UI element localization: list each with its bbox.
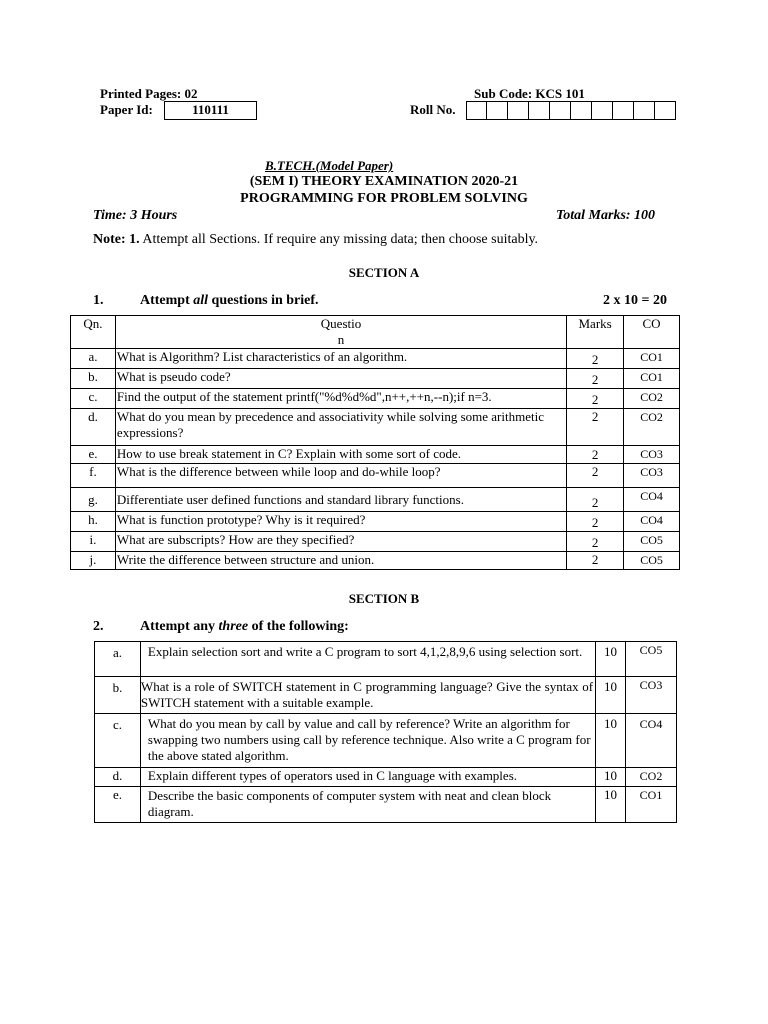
table-row [71,552,680,570]
header-question-l1: Questio [320,316,362,331]
instruction-post: questions in brief. [208,293,319,308]
section-b-qno: 2. [93,619,104,634]
roll-no-box [592,101,613,120]
row-co: CO1 [626,787,677,823]
row-marks: 2 [567,552,624,570]
table-row [71,349,680,369]
note [93,232,538,248]
row-co: CO2 [624,409,680,446]
section-a-marks-scheme: 2 x 10 = 20 [603,293,667,308]
note-label: Note: 1. [93,232,140,247]
row-co: CO3 [624,464,680,488]
exam-title: (SEM I) THEORY EXAMINATION 2020-21 [249,174,519,189]
subject-title: PROGRAMMING FOR PROBLEM SOLVING [240,191,528,206]
table-row [95,642,677,677]
table-row [95,677,677,714]
section-a-heading: SECTION A [348,265,420,280]
section-b-heading: SECTION B [348,591,420,606]
table-row [71,409,680,446]
row-qn: i. [71,532,116,552]
table-row [71,389,680,409]
row-question: Find the output of the statement printf("%d%d%d",n++,++n,--n);if n=3. [115,389,566,409]
row-question: What do you mean by call by value and call by reference? Write an algorithm for swapping two numbers using call by reference technique. Also write a C program for the above stated algorithm. [140,714,595,768]
row-marks: 10 [596,677,626,714]
row-marks: 2 [567,369,624,389]
row-question: What is the difference between while loop and do-while loop? [115,464,566,488]
instruction-em: all [193,293,209,308]
row-qn: d. [95,768,141,787]
printed-pages: Printed Pages: 02 [100,86,198,101]
row-qn: a. [71,349,116,369]
row-marks: 10 [596,714,626,768]
sub-code: Sub Code: KCS 101 [474,86,585,101]
row-question: Explain selection sort and write a C program to sort 4,1,2,8,9,6 using selection sort. [140,642,595,677]
roll-no-box [613,101,634,120]
row-marks: 10 [596,642,626,677]
row-marks: 2 [567,389,624,409]
header-qn: Qn. [71,316,116,349]
instruction-post: of the following: [248,619,349,634]
roll-no-box [529,101,550,120]
note-text: Attempt all Sections. If require any missing data; then choose suitably. [142,232,539,247]
row-question: What is a role of SWITCH statement in C programming language? Give the syntax of SWITCH statement with a suitable example. [140,677,595,714]
roll-no-box [508,101,529,120]
paper-type-title: B.TECH.(Model Paper) [265,158,394,173]
row-question: Explain different types of operators used in C language with examples. [140,768,595,787]
row-marks: 2 [567,488,624,512]
roll-no-box [466,101,487,120]
header-marks: Marks [567,316,624,349]
row-marks: 10 [596,768,626,787]
row-co: CO1 [624,369,680,389]
row-co: CO2 [626,768,677,787]
roll-no-box [487,101,508,120]
row-co: CO5 [624,532,680,552]
instruction-pre: Attempt [140,293,194,308]
paper-id-label: Paper Id: [100,102,153,117]
roll-no-label: Roll No. [410,102,456,117]
row-question: How to use break statement in C? Explain with some sort of code. [115,446,566,464]
roll-no-box [571,101,592,120]
row-marks: 2 [567,532,624,552]
table-row [71,446,680,464]
paper-id-box [164,101,257,120]
row-qn: g. [71,488,116,512]
row-qn: c. [71,389,116,409]
roll-no-box [550,101,571,120]
instruction-pre: Attempt any [140,619,219,634]
row-question: What do you mean by precedence and associativity while solving some arithmetic expressions? [115,409,566,446]
row-question: Describe the basic components of computer system with neat and clean block diagram. [140,787,595,823]
section-a-instruction [140,293,319,309]
row-qn: b. [71,369,116,389]
row-co: CO3 [626,677,677,714]
table-row [71,464,680,488]
row-qn: f. [71,464,116,488]
row-qn: a. [95,642,141,677]
row-marks: 2 [567,512,624,532]
row-question: What are subscripts? How are they specified? [115,532,566,552]
table-row [71,512,680,532]
row-question: What is function prototype? Why is it required? [115,512,566,532]
section-a-qno: 1. [93,293,104,308]
row-co: CO2 [624,389,680,409]
row-qn: b. [95,677,141,714]
row-co: CO5 [626,642,677,677]
row-qn: c. [95,714,141,768]
row-co: CO3 [624,446,680,464]
header-question [115,316,566,349]
row-qn: e. [71,446,116,464]
header-co: CO [624,316,680,349]
section-b-instruction [140,619,349,635]
total-marks-label: Total Marks: 100 [556,208,656,223]
header-question-l2: n [337,332,345,347]
row-marks: 2 [567,464,624,488]
table-row [95,714,677,768]
row-co: CO1 [624,349,680,369]
row-co: CO5 [624,552,680,570]
row-qn: d. [71,409,116,446]
row-co: CO4 [624,512,680,532]
row-marks: 2 [567,409,624,446]
roll-no-box [634,101,655,120]
row-question: What is Algorithm? List characteristics of an algorithm. [115,349,566,369]
section-b-table [94,641,677,823]
row-question: What is pseudo code? [115,369,566,389]
roll-no-boxes [466,101,676,120]
section-a-table [70,315,680,570]
row-marks: 2 [567,349,624,369]
instruction-em: three [218,619,249,634]
row-question: Write the difference between structure and union. [115,552,566,570]
roll-no-box [655,101,676,120]
row-question: Differentiate user defined functions and standard library functions. [115,488,566,512]
table-row [71,369,680,389]
row-co: CO4 [624,488,680,512]
row-qn: e. [95,787,141,823]
row-marks: 10 [596,787,626,823]
paper-id-value: 110111 [192,102,229,117]
time-label: Time: 3 Hours [93,208,178,223]
table-row [95,787,677,823]
table-row [71,488,680,512]
row-marks: 2 [567,446,624,464]
table-header-row [71,316,680,349]
table-row [95,768,677,787]
table-row [71,532,680,552]
row-qn: h. [71,512,116,532]
row-co: CO4 [626,714,677,768]
row-qn: j. [71,552,116,570]
